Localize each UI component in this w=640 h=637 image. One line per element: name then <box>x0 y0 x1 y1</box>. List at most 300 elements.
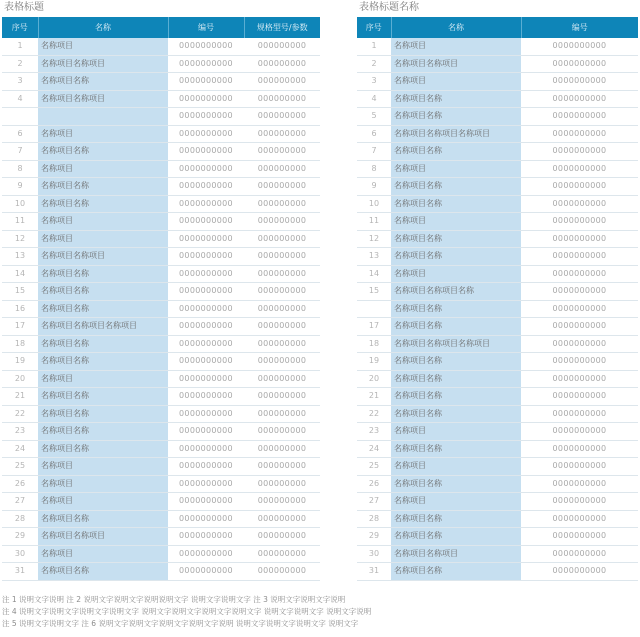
row-index-cell: 11 <box>357 213 391 231</box>
table-row <box>357 90 638 108</box>
row-name-cell: 名称项目名称 <box>391 300 521 318</box>
row-index-cell: 12 <box>2 230 38 248</box>
row-index-cell: 2 <box>357 55 391 73</box>
row-name-cell: 名称项目名称项目 <box>38 90 168 108</box>
row-code-cell: 0000000000 <box>521 405 638 423</box>
row-code-cell: 0000000000 <box>168 125 244 143</box>
row-index-cell: 3 <box>357 73 391 91</box>
table-row <box>2 545 320 563</box>
table-row <box>2 493 320 511</box>
row-index-cell: 27 <box>2 493 38 511</box>
row-code-cell: 0000000000 <box>168 195 244 213</box>
table-row <box>2 563 320 581</box>
row-name-cell: 名称项目名称 <box>38 440 168 458</box>
row-code-cell: 0000000000 <box>521 458 638 476</box>
row-code-cell: 0000000000 <box>521 563 638 581</box>
right-table-header-row <box>357 17 638 38</box>
table-row <box>357 108 638 126</box>
row-index-cell: 29 <box>2 528 38 546</box>
table-row <box>357 38 638 55</box>
row-code-cell: 0000000000 <box>168 178 244 196</box>
row-name-cell: 名称项目 <box>38 370 168 388</box>
table-row <box>2 370 320 388</box>
row-code-cell: 0000000000 <box>521 370 638 388</box>
row-name-cell: 名称项目名称 <box>391 388 521 406</box>
row-spec-cell: 000000000 <box>244 528 320 546</box>
footnote-line: 注 1 说明文字说明 注 2 说明文字说明文字说明说明文字 说明文字说明文字 注 3 说明文字说明文字说明 <box>2 595 346 604</box>
row-code-cell: 0000000000 <box>168 335 244 353</box>
row-name-cell: 名称项目名称项目名称项目 <box>391 125 521 143</box>
row-index-cell: 21 <box>2 388 38 406</box>
row-index-cell: 4 <box>2 90 38 108</box>
table-row <box>357 458 638 476</box>
row-code-cell: 0000000000 <box>521 510 638 528</box>
row-spec-cell: 000000000 <box>244 563 320 581</box>
row-name-cell: 名称项目 <box>38 38 168 55</box>
row-code-cell: 0000000000 <box>168 440 244 458</box>
row-index-cell: 24 <box>357 440 391 458</box>
row-name-cell: 名称项目 <box>38 160 168 178</box>
row-code-cell: 0000000000 <box>168 73 244 91</box>
table-row <box>357 248 638 266</box>
row-index-cell: 4 <box>357 90 391 108</box>
table-row <box>2 143 320 161</box>
table-row <box>2 108 320 126</box>
row-code-cell: 0000000000 <box>521 265 638 283</box>
row-code-cell: 0000000000 <box>521 73 638 91</box>
row-name-cell: 名称项目 <box>391 160 521 178</box>
row-index-cell: 9 <box>357 178 391 196</box>
row-name-cell: 名称项目名称项目 <box>38 248 168 266</box>
row-code-cell: 0000000000 <box>168 90 244 108</box>
row-code-cell: 0000000000 <box>521 388 638 406</box>
row-name-cell: 名称项目 <box>38 475 168 493</box>
row-code-cell: 0000000000 <box>168 475 244 493</box>
table-row <box>357 300 638 318</box>
row-code-cell: 0000000000 <box>521 90 638 108</box>
row-index-cell: 20 <box>357 370 391 388</box>
table-row <box>2 38 320 55</box>
row-spec-cell: 000000000 <box>244 73 320 91</box>
row-index-cell <box>2 108 38 126</box>
row-code-cell: 0000000000 <box>521 125 638 143</box>
table-row <box>357 335 638 353</box>
row-name-cell: 名称项目名称 <box>391 528 521 546</box>
row-spec-cell: 000000000 <box>244 108 320 126</box>
row-code-cell: 0000000000 <box>168 423 244 441</box>
row-code-cell: 0000000000 <box>521 475 638 493</box>
table-row <box>357 55 638 73</box>
footnotes <box>2 594 638 630</box>
row-name-cell: 名称项目名称 <box>38 300 168 318</box>
row-name-cell: 名称项目名称 <box>38 423 168 441</box>
table-row <box>2 528 320 546</box>
table-row <box>2 248 320 266</box>
row-name-cell: 名称项目名称 <box>38 195 168 213</box>
table-row <box>357 73 638 91</box>
row-index-cell: 23 <box>357 423 391 441</box>
row-index-cell: 17 <box>2 318 38 336</box>
left-header-code: 编号 <box>168 17 244 38</box>
row-name-cell: 名称项目 <box>391 38 521 55</box>
row-code-cell: 0000000000 <box>521 528 638 546</box>
row-name-cell: 名称项目 <box>391 265 521 283</box>
row-code-cell: 0000000000 <box>168 265 244 283</box>
row-index-cell: 18 <box>357 335 391 353</box>
table-row <box>2 353 320 371</box>
row-index-cell: 3 <box>2 73 38 91</box>
table-row <box>2 195 320 213</box>
row-index-cell: 15 <box>357 283 391 301</box>
row-code-cell: 0000000000 <box>168 388 244 406</box>
row-name-cell: 名称项目 <box>38 125 168 143</box>
row-name-cell: 名称项目名称项目名称项目 <box>38 318 168 336</box>
table-row <box>2 510 320 528</box>
right-table-panel <box>357 0 638 581</box>
row-name-cell: 名称项目名称项目 <box>38 55 168 73</box>
row-index-cell: 28 <box>357 510 391 528</box>
row-name-cell: 名称项目名称项目名称 <box>391 283 521 301</box>
row-name-cell: 名称项目 <box>38 545 168 563</box>
row-spec-cell: 000000000 <box>244 300 320 318</box>
row-spec-cell: 000000000 <box>244 318 320 336</box>
row-name-cell: 名称项目名称 <box>391 440 521 458</box>
row-name-cell: 名称项目 <box>391 458 521 476</box>
row-code-cell: 0000000000 <box>168 510 244 528</box>
left-table <box>2 17 320 581</box>
row-index-cell: 29 <box>357 528 391 546</box>
row-code-cell: 0000000000 <box>168 143 244 161</box>
row-index-cell: 23 <box>2 423 38 441</box>
table-row <box>357 423 638 441</box>
row-code-cell: 0000000000 <box>168 458 244 476</box>
row-index-cell: 7 <box>2 143 38 161</box>
row-index-cell: 7 <box>357 143 391 161</box>
table-row <box>2 90 320 108</box>
table-row <box>357 388 638 406</box>
row-name-cell: 名称项目名称项目名称项目 <box>391 335 521 353</box>
row-spec-cell: 000000000 <box>244 55 320 73</box>
row-name-cell: 名称项目名称 <box>38 388 168 406</box>
row-index-cell: 26 <box>357 475 391 493</box>
row-index-cell: 10 <box>357 195 391 213</box>
row-spec-cell: 000000000 <box>244 493 320 511</box>
row-name-cell: 名称项目名称 <box>391 178 521 196</box>
row-code-cell: 0000000000 <box>521 283 638 301</box>
row-index-cell: 30 <box>357 545 391 563</box>
left-header-index: 序号 <box>2 17 38 38</box>
table-row <box>357 440 638 458</box>
row-name-cell: 名称项目名称 <box>391 353 521 371</box>
table-row <box>357 283 638 301</box>
row-code-cell: 0000000000 <box>168 38 244 55</box>
table-row <box>357 405 638 423</box>
row-name-cell: 名称项目名称项目 <box>391 545 521 563</box>
table-row <box>357 370 638 388</box>
row-code-cell: 0000000000 <box>168 493 244 511</box>
row-name-cell: 名称项目名称 <box>38 283 168 301</box>
row-index-cell: 13 <box>357 248 391 266</box>
row-code-cell: 0000000000 <box>168 545 244 563</box>
row-code-cell: 0000000000 <box>168 405 244 423</box>
row-code-cell: 0000000000 <box>521 423 638 441</box>
table-row <box>357 318 638 336</box>
row-name-cell: 名称项目名称 <box>391 248 521 266</box>
row-name-cell: 名称项目名称 <box>391 143 521 161</box>
row-index-cell: 18 <box>2 335 38 353</box>
row-code-cell: 0000000000 <box>521 300 638 318</box>
row-spec-cell: 000000000 <box>244 335 320 353</box>
row-code-cell: 0000000000 <box>168 563 244 581</box>
row-code-cell: 0000000000 <box>168 300 244 318</box>
row-code-cell: 0000000000 <box>521 108 638 126</box>
row-code-cell: 0000000000 <box>521 160 638 178</box>
row-name-cell: 名称项目名称 <box>391 475 521 493</box>
table-row <box>2 318 320 336</box>
row-spec-cell: 000000000 <box>244 178 320 196</box>
table-row <box>357 195 638 213</box>
row-name-cell: 名称项目 <box>391 73 521 91</box>
row-code-cell: 0000000000 <box>521 55 638 73</box>
row-code-cell: 0000000000 <box>521 195 638 213</box>
left-table-panel <box>2 0 320 581</box>
table-row <box>2 300 320 318</box>
row-name-cell: 名称项目名称 <box>391 318 521 336</box>
row-code-cell: 0000000000 <box>168 160 244 178</box>
table-row <box>2 160 320 178</box>
row-index-cell: 11 <box>2 213 38 231</box>
right-table-caption: 表格标题名称 <box>359 2 419 13</box>
table-row <box>357 265 638 283</box>
row-name-cell: 名称项目名称 <box>391 370 521 388</box>
row-name-cell: 名称项目名称项目 <box>38 528 168 546</box>
row-name-cell: 名称项目名称 <box>38 73 168 91</box>
row-name-cell: 名称项目 <box>38 493 168 511</box>
table-row <box>2 423 320 441</box>
row-name-cell: 名称项目名称 <box>38 510 168 528</box>
table-row <box>357 510 638 528</box>
row-spec-cell: 000000000 <box>244 388 320 406</box>
right-header-code: 编号 <box>521 17 638 38</box>
row-code-cell: 0000000000 <box>521 545 638 563</box>
row-spec-cell: 000000000 <box>244 545 320 563</box>
left-table-caption: 表格标题 <box>4 2 44 13</box>
row-spec-cell: 000000000 <box>244 283 320 301</box>
row-index-cell: 27 <box>357 493 391 511</box>
table-row <box>357 143 638 161</box>
table-row <box>357 213 638 231</box>
table-row <box>357 528 638 546</box>
row-index-cell: 19 <box>2 353 38 371</box>
row-spec-cell: 000000000 <box>244 423 320 441</box>
row-spec-cell: 000000000 <box>244 475 320 493</box>
row-index-cell: 28 <box>2 510 38 528</box>
row-spec-cell: 000000000 <box>244 265 320 283</box>
row-index-cell: 16 <box>2 300 38 318</box>
row-spec-cell: 000000000 <box>244 125 320 143</box>
footnote-line: 注 4 说明文字说明文字说明文字说明文字 说明文字说明文字说明文字说明文字 说明文字说明文字 说明文字说明 <box>2 607 372 616</box>
table-row <box>2 405 320 423</box>
row-name-cell: 名称项目 <box>38 230 168 248</box>
row-index-cell: 30 <box>2 545 38 563</box>
row-index-cell: 6 <box>2 125 38 143</box>
row-index-cell: 22 <box>2 405 38 423</box>
row-index-cell <box>357 300 391 318</box>
row-name-cell: 名称项目名称 <box>38 178 168 196</box>
row-index-cell: 26 <box>2 475 38 493</box>
table-row <box>2 73 320 91</box>
row-spec-cell: 000000000 <box>244 230 320 248</box>
row-code-cell: 0000000000 <box>168 230 244 248</box>
row-code-cell: 0000000000 <box>168 353 244 371</box>
row-name-cell: 名称项目名称 <box>391 510 521 528</box>
table-row <box>2 335 320 353</box>
row-index-cell: 6 <box>357 125 391 143</box>
row-code-cell: 0000000000 <box>521 178 638 196</box>
table-row <box>2 230 320 248</box>
row-name-cell: 名称项目名称 <box>391 195 521 213</box>
row-code-cell: 0000000000 <box>168 283 244 301</box>
table-row <box>2 458 320 476</box>
row-index-cell: 15 <box>2 283 38 301</box>
row-spec-cell: 000000000 <box>244 510 320 528</box>
row-name-cell: 名称项目名称项目 <box>391 55 521 73</box>
row-code-cell: 0000000000 <box>521 493 638 511</box>
row-code-cell: 0000000000 <box>521 335 638 353</box>
row-code-cell: 0000000000 <box>168 528 244 546</box>
row-index-cell: 25 <box>2 458 38 476</box>
table-row <box>2 55 320 73</box>
table-row <box>2 475 320 493</box>
row-index-cell: 14 <box>357 265 391 283</box>
row-name-cell: 名称项目名称 <box>391 563 521 581</box>
row-name-cell: 名称项目名称 <box>38 563 168 581</box>
row-spec-cell: 000000000 <box>244 160 320 178</box>
row-name-cell: 名称项目名称 <box>38 335 168 353</box>
row-spec-cell: 000000000 <box>244 195 320 213</box>
row-name-cell: 名称项目名称 <box>391 90 521 108</box>
right-header-index: 序号 <box>357 17 391 38</box>
left-table-header-row <box>2 17 320 38</box>
row-name-cell: 名称项目 <box>391 423 521 441</box>
row-index-cell: 8 <box>357 160 391 178</box>
table-row <box>2 265 320 283</box>
row-spec-cell: 000000000 <box>244 370 320 388</box>
table-row <box>357 160 638 178</box>
row-code-cell: 0000000000 <box>521 440 638 458</box>
row-spec-cell: 000000000 <box>244 440 320 458</box>
row-spec-cell: 000000000 <box>244 143 320 161</box>
left-table-body <box>2 38 320 580</box>
row-index-cell: 13 <box>2 248 38 266</box>
row-spec-cell: 000000000 <box>244 353 320 371</box>
row-code-cell: 0000000000 <box>168 370 244 388</box>
table-row <box>357 178 638 196</box>
table-row <box>2 440 320 458</box>
row-name-cell: 名称项目名称 <box>38 143 168 161</box>
row-index-cell: 2 <box>2 55 38 73</box>
row-name-cell: 名称项目名称 <box>38 265 168 283</box>
table-row <box>2 125 320 143</box>
row-index-cell: 17 <box>357 318 391 336</box>
table-row <box>2 283 320 301</box>
row-spec-cell: 000000000 <box>244 405 320 423</box>
row-index-cell: 19 <box>357 353 391 371</box>
row-index-cell: 21 <box>357 388 391 406</box>
row-code-cell: 0000000000 <box>521 213 638 231</box>
row-index-cell: 10 <box>2 195 38 213</box>
left-header-name: 名称 <box>38 17 168 38</box>
footnote-line: 注 5 说明文字说明文字 注 6 说明文字说明文字说明文字说明文字说明 说明文字说明文字说明文字 说明文字 <box>2 619 359 628</box>
right-table-body <box>357 38 638 580</box>
row-code-cell: 0000000000 <box>168 213 244 231</box>
row-code-cell: 0000000000 <box>521 318 638 336</box>
table-row <box>2 178 320 196</box>
row-code-cell: 0000000000 <box>168 108 244 126</box>
row-spec-cell: 000000000 <box>244 458 320 476</box>
row-index-cell: 24 <box>2 440 38 458</box>
table-row <box>357 563 638 581</box>
row-name-cell: 名称项目 <box>38 213 168 231</box>
row-index-cell: 25 <box>357 458 391 476</box>
row-index-cell: 31 <box>357 563 391 581</box>
table-row <box>357 353 638 371</box>
row-spec-cell: 000000000 <box>244 213 320 231</box>
row-index-cell: 14 <box>2 265 38 283</box>
row-index-cell: 8 <box>2 160 38 178</box>
table-row <box>357 475 638 493</box>
right-header-name: 名称 <box>391 17 521 38</box>
row-name-cell: 名称项目 <box>391 493 521 511</box>
row-name-cell: 名称项目名称 <box>391 108 521 126</box>
row-index-cell: 12 <box>357 230 391 248</box>
row-code-cell: 0000000000 <box>168 248 244 266</box>
row-code-cell: 0000000000 <box>521 143 638 161</box>
row-name-cell: 名称项目名称 <box>391 230 521 248</box>
row-name-cell: 名称项目名称 <box>38 353 168 371</box>
row-code-cell: 0000000000 <box>521 38 638 55</box>
row-index-cell: 1 <box>357 38 391 55</box>
row-name-cell: 名称项目名称 <box>391 405 521 423</box>
row-name-cell: 名称项目 <box>38 458 168 476</box>
row-index-cell: 22 <box>357 405 391 423</box>
row-spec-cell: 000000000 <box>244 248 320 266</box>
row-code-cell: 0000000000 <box>521 230 638 248</box>
right-table <box>357 17 638 581</box>
row-index-cell: 5 <box>357 108 391 126</box>
row-code-cell: 0000000000 <box>168 318 244 336</box>
row-spec-cell: 000000000 <box>244 90 320 108</box>
row-code-cell: 0000000000 <box>521 353 638 371</box>
table-row <box>357 493 638 511</box>
row-name-cell: 名称项目名称 <box>38 405 168 423</box>
row-spec-cell: 000000000 <box>244 38 320 55</box>
row-index-cell: 1 <box>2 38 38 55</box>
row-index-cell: 31 <box>2 563 38 581</box>
table-row <box>2 213 320 231</box>
table-row <box>357 545 638 563</box>
table-row <box>357 125 638 143</box>
row-code-cell: 0000000000 <box>168 55 244 73</box>
row-name-cell <box>38 108 168 126</box>
row-code-cell: 0000000000 <box>521 248 638 266</box>
row-index-cell: 20 <box>2 370 38 388</box>
left-header-spec: 规格型号/参数 <box>244 17 320 38</box>
row-index-cell: 9 <box>2 178 38 196</box>
row-name-cell: 名称项目 <box>391 213 521 231</box>
table-row <box>357 230 638 248</box>
table-row <box>2 388 320 406</box>
